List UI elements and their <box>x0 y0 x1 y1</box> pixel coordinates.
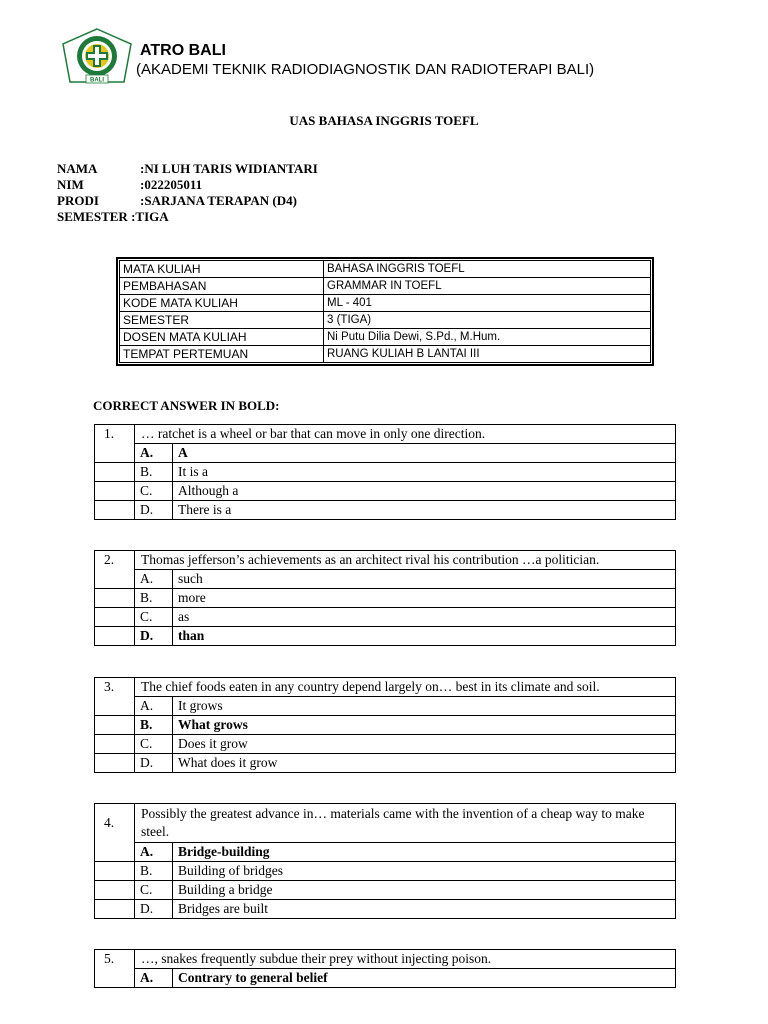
option-letter: A. <box>135 969 173 988</box>
option-letter: B. <box>135 589 173 608</box>
correct-option <box>95 444 676 463</box>
answer-option <box>95 589 676 608</box>
course-key: MATA KULIAH <box>120 261 324 278</box>
question-text: The chief foods eaten in any country depend largely on… best in its climate and soil. <box>135 678 676 697</box>
question-number: 2. <box>95 551 135 570</box>
option-letter: B. <box>135 463 173 482</box>
correct-option <box>95 716 676 735</box>
course-row <box>120 278 651 295</box>
option-spacer <box>95 697 135 716</box>
option-letter: D. <box>135 754 173 773</box>
course-value: BAHASA INGGRIS TOEFL <box>324 261 651 278</box>
option-letter: B. <box>135 716 173 735</box>
option-spacer <box>95 627 135 646</box>
option-letter: D. <box>135 900 173 919</box>
answer-option <box>95 881 676 900</box>
nim-value: :022205011 <box>140 177 203 192</box>
option-spacer <box>95 969 135 988</box>
course-key: KODE MATA KULIAH <box>120 295 324 312</box>
option-text: more <box>173 589 676 608</box>
answer-option <box>95 501 676 520</box>
course-value: 3 (TIGA) <box>324 312 651 329</box>
course-key: SEMESTER <box>120 312 324 329</box>
student-nim-row <box>57 177 202 193</box>
option-letter: C. <box>135 482 173 501</box>
course-key: DOSEN MATA KULIAH <box>120 329 324 346</box>
option-letter: A. <box>135 444 173 463</box>
question-number: 1. <box>95 425 135 444</box>
course-info-table <box>116 257 654 366</box>
option-letter: C. <box>135 608 173 627</box>
option-spacer <box>95 843 135 862</box>
option-letter: A. <box>135 570 173 589</box>
option-spacer <box>95 881 135 900</box>
course-row <box>120 295 651 312</box>
course-value: ML - 401 <box>324 295 651 312</box>
option-letter: A. <box>135 697 173 716</box>
option-text: Although a <box>173 482 676 501</box>
option-text: such <box>173 570 676 589</box>
question-block <box>94 424 676 520</box>
nim-label: NIM <box>57 177 84 192</box>
org-full-name: (AKADEMI TEKNIK RADIODIAGNOSTIK DAN RADIOTERAPI BALI) <box>136 61 595 78</box>
question-block <box>94 803 676 919</box>
option-letter: C. <box>135 881 173 900</box>
correct-option <box>95 843 676 862</box>
student-prodi-row <box>57 193 297 209</box>
course-key: PEMBAHASAN <box>120 278 324 295</box>
answer-option <box>95 862 676 881</box>
option-spacer <box>95 463 135 482</box>
course-row <box>120 312 651 329</box>
question-number: 4. <box>95 804 135 843</box>
option-text: Bridge-building <box>173 843 676 862</box>
answer-option <box>95 900 676 919</box>
question-text: Possibly the greatest advance in… materials came with the invention of a cheap way to make steel. <box>135 804 676 843</box>
option-text: Building a bridge <box>173 881 676 900</box>
course-value: GRAMMAR IN TOEFL <box>324 278 651 295</box>
option-spacer <box>95 570 135 589</box>
question-number: 3. <box>95 678 135 697</box>
correct-option <box>95 969 676 988</box>
answer-option <box>95 754 676 773</box>
course-row <box>120 261 651 278</box>
option-spacer <box>95 444 135 463</box>
question-block <box>94 677 676 773</box>
option-spacer <box>95 716 135 735</box>
course-row <box>120 346 651 363</box>
option-letter: C. <box>135 735 173 754</box>
student-semester-row <box>57 209 169 225</box>
option-text: It grows <box>173 697 676 716</box>
semester-label: SEMESTER <box>57 209 128 224</box>
question-block <box>94 550 676 646</box>
nama-label: NAMA <box>57 161 98 176</box>
option-text: What grows <box>173 716 676 735</box>
option-text: Does it grow <box>173 735 676 754</box>
course-key: TEMPAT PERTEMUAN <box>120 346 324 363</box>
student-name-row <box>57 161 318 177</box>
option-spacer <box>95 754 135 773</box>
option-text: Bridges are built <box>173 900 676 919</box>
course-row <box>120 329 651 346</box>
org-name: ATRO BALI <box>140 42 226 59</box>
option-spacer <box>95 482 135 501</box>
course-value: Ni Putu Dilia Dewi, S.Pd., M.Hum. <box>324 329 651 346</box>
option-letter: D. <box>135 627 173 646</box>
exam-title: UAS BAHASA INGGRIS TOEFL <box>289 113 479 128</box>
option-spacer <box>95 900 135 919</box>
option-letter: A. <box>135 843 173 862</box>
nama-value: :NI LUH TARIS WIDIANTARI <box>140 161 318 176</box>
question-text: …, snakes frequently subdue their prey without injecting poison. <box>135 950 676 969</box>
option-text: Building of bridges <box>173 862 676 881</box>
answer-option <box>95 463 676 482</box>
answer-option <box>95 570 676 589</box>
semester-value: :TIGA <box>131 209 169 224</box>
question-block <box>94 949 676 988</box>
option-text: as <box>173 608 676 627</box>
answer-option <box>95 482 676 501</box>
answer-option <box>95 697 676 716</box>
course-value: RUANG KULIAH B LANTAI III <box>324 346 651 363</box>
answer-option <box>95 735 676 754</box>
option-text: A <box>173 444 676 463</box>
answer-heading: CORRECT ANSWER IN BOLD: <box>93 398 280 413</box>
option-letter: D. <box>135 501 173 520</box>
option-spacer <box>95 862 135 881</box>
prodi-label: PRODI <box>57 193 99 208</box>
correct-option <box>95 627 676 646</box>
option-text: Contrary to general belief <box>173 969 676 988</box>
option-letter: B. <box>135 862 173 881</box>
option-text: There is a <box>173 501 676 520</box>
option-text: It is a <box>173 463 676 482</box>
logo-text: BALI <box>90 77 104 84</box>
atro-bali-logo <box>62 28 132 86</box>
option-text: than <box>173 627 676 646</box>
option-text: What does it grow <box>173 754 676 773</box>
option-spacer <box>95 589 135 608</box>
question-number: 5. <box>95 950 135 969</box>
prodi-value: :SARJANA TERAPAN (D4) <box>140 193 297 208</box>
answer-option <box>95 608 676 627</box>
option-spacer <box>95 608 135 627</box>
question-text: … ratchet is a wheel or bar that can move in only one direction. <box>135 425 676 444</box>
option-spacer <box>95 735 135 754</box>
option-spacer <box>95 501 135 520</box>
question-text: Thomas jefferson’s achievements as an architect rival his contribution …a politician. <box>135 551 676 570</box>
